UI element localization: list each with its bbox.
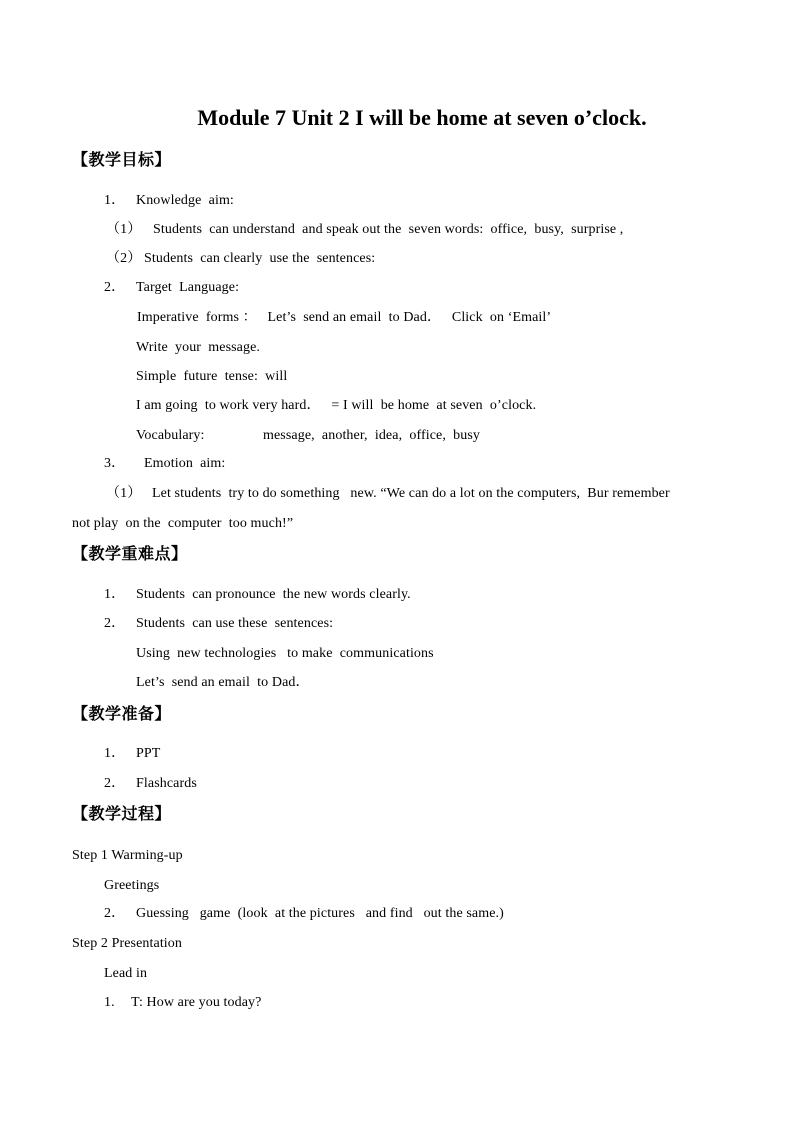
write-message: Write your message. bbox=[136, 340, 260, 355]
list-number: 2． bbox=[104, 776, 126, 791]
section-heading-preparation: 【教学准备】 bbox=[72, 704, 172, 723]
preparation-item-ppt: PPT bbox=[136, 746, 161, 761]
list-number: 1． bbox=[104, 746, 126, 761]
key-point-sentence-2: Let’s send an email to Dad． bbox=[136, 675, 310, 690]
key-point-sentence-1: Using new technologies to make communications bbox=[136, 646, 434, 661]
list-number: （1） bbox=[106, 486, 142, 501]
list-number: （1） bbox=[106, 222, 142, 237]
section-heading-key-points: 【教学重难点】 bbox=[72, 544, 188, 563]
teacher-question: T: How are you today? bbox=[131, 995, 262, 1010]
simple-future: Simple future tense: will bbox=[136, 369, 288, 384]
key-point-1: Students can pronounce the new words clearly. bbox=[136, 587, 411, 602]
going-to-sentence: I am going to work very hard． = I will be home at seven o’clock. bbox=[136, 398, 537, 413]
list-number: 1. bbox=[104, 995, 115, 1010]
guessing-game: Guessing game (look at the pictures and find out the same.) bbox=[136, 906, 504, 921]
list-number: 2． bbox=[104, 906, 126, 921]
vocabulary-words: message, another, idea, office, busy bbox=[263, 428, 481, 443]
emotion-point-1: Let students try to do something new. “We can do a lot on the computers, Bur remember bbox=[152, 486, 670, 501]
list-number: 1． bbox=[104, 587, 126, 602]
list-number: 3． bbox=[104, 456, 126, 471]
section-heading-objectives: 【教学目标】 bbox=[72, 150, 172, 169]
preparation-item-flashcards: Flashcards bbox=[136, 776, 197, 791]
lead-in: Lead in bbox=[104, 966, 148, 981]
list-number: 1． bbox=[104, 193, 126, 208]
step-1-heading: Step 1 Warming-up bbox=[72, 848, 183, 863]
list-number: 2． bbox=[104, 280, 126, 295]
step-2-heading: Step 2 Presentation bbox=[72, 936, 182, 951]
key-point-2: Students can use these sentences: bbox=[136, 616, 334, 631]
knowledge-point-1: Students can understand and speak out the seven words: office, busy, surprise , bbox=[153, 222, 624, 237]
section-heading-process: 【教学过程】 bbox=[72, 804, 172, 823]
list-number: （2） bbox=[106, 251, 142, 266]
knowledge-aim: Knowledge aim: bbox=[136, 193, 234, 208]
list-number: 2． bbox=[104, 616, 126, 631]
knowledge-point-2: Students can clearly use the sentences: bbox=[144, 251, 376, 266]
imperative-forms: Imperative forms ： Let’s send an email to Dad． Click on ‘Email’ bbox=[137, 310, 552, 325]
document-title: Module 7 Unit 2 I will be home at seven o’clock. bbox=[197, 105, 647, 130]
greetings: Greetings bbox=[104, 878, 160, 893]
emotion-point-1-continued: not play on the computer too much!” bbox=[72, 516, 294, 531]
target-language: Target Language: bbox=[136, 280, 240, 295]
vocabulary-label: Vocabulary: bbox=[136, 428, 205, 443]
emotion-aim: Emotion aim: bbox=[144, 456, 226, 471]
